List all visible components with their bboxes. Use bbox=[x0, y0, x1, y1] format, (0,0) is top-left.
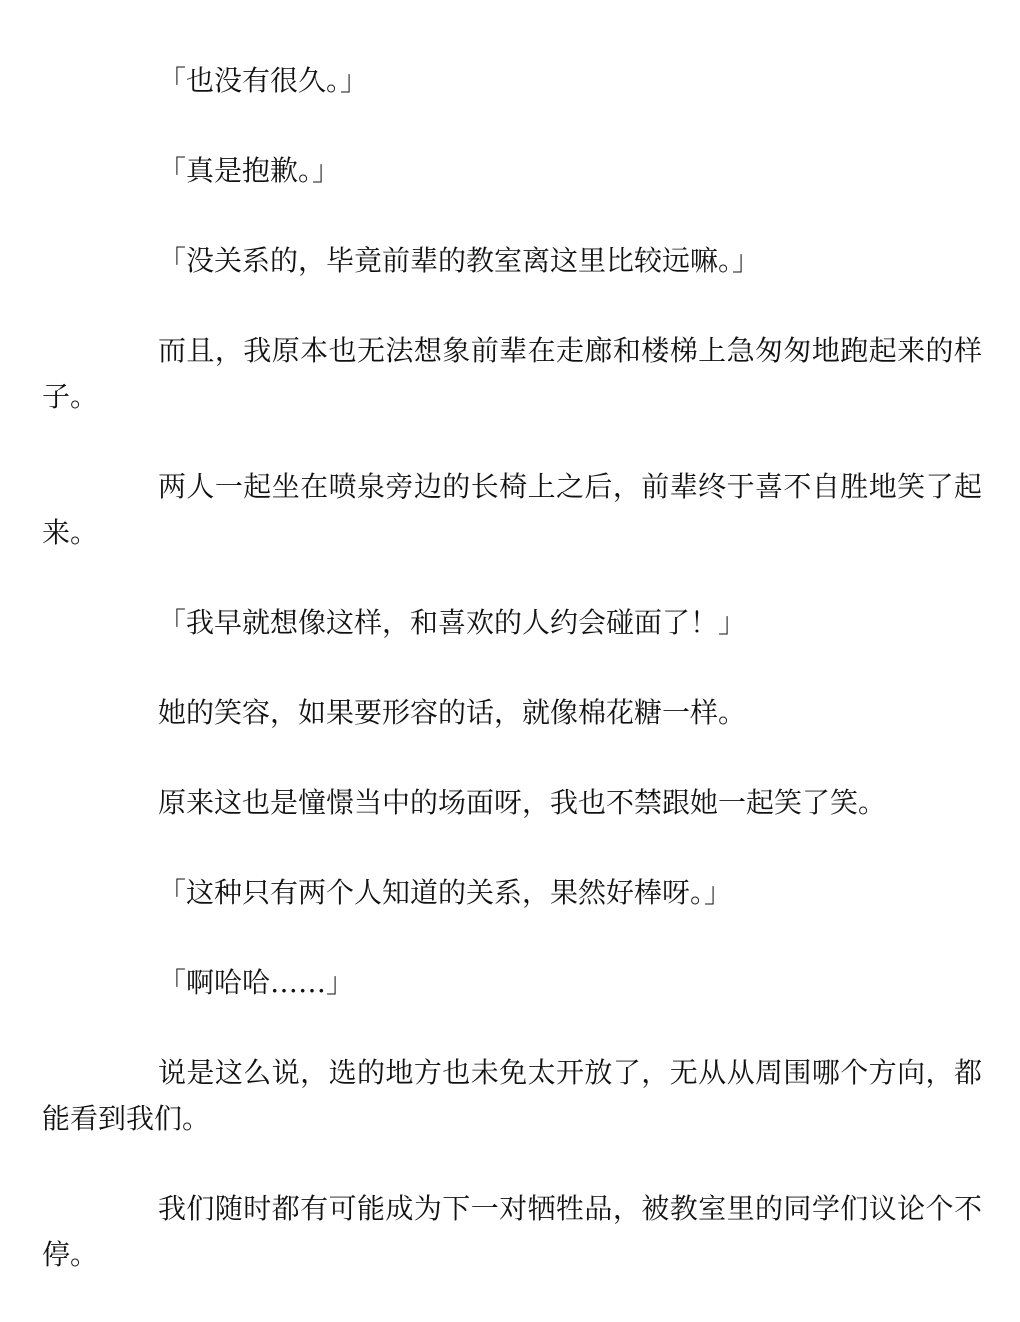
paragraph: 原来这也是憧憬当中的场面呀，我也不禁跟她一起笑了笑。 bbox=[158, 786, 887, 819]
paragraph: 我们随时都有可能成为下一对牺牲品，被教室里的同学们议论个不停。 bbox=[42, 1192, 982, 1271]
document-page bbox=[42, 58, 982, 1322]
paragraph: 两人一起坐在喷泉旁边的长椅上之后，前辈终于喜不自胜地笑了起来。 bbox=[42, 470, 982, 549]
paragraph: 说是这么说，选的地方也未免太开放了，无从从周围哪个方向，都能看到我们。 bbox=[42, 1056, 982, 1135]
paragraph: 「我早就想像这样，和喜欢的人约会碰面了！」 bbox=[158, 606, 747, 639]
paragraph: 而且，我原本也无法想象前辈在走廊和楼梯上急匆匆地跑起来的样子。 bbox=[42, 334, 982, 413]
paragraph: 「啊哈哈……」 bbox=[158, 966, 355, 999]
paragraph: 「这种只有两个人知道的关系，果然好棒呀。」 bbox=[158, 876, 733, 909]
paragraph: 她的笑容，如果要形容的话，就像棉花糖一样。 bbox=[158, 696, 747, 729]
paragraph: 「真是抱歉。」 bbox=[158, 154, 341, 187]
paragraph: 「也没有很久。」 bbox=[158, 64, 369, 97]
paragraph: 「没关系的，毕竟前辈的教室离这里比较远嘛。」 bbox=[158, 244, 761, 277]
